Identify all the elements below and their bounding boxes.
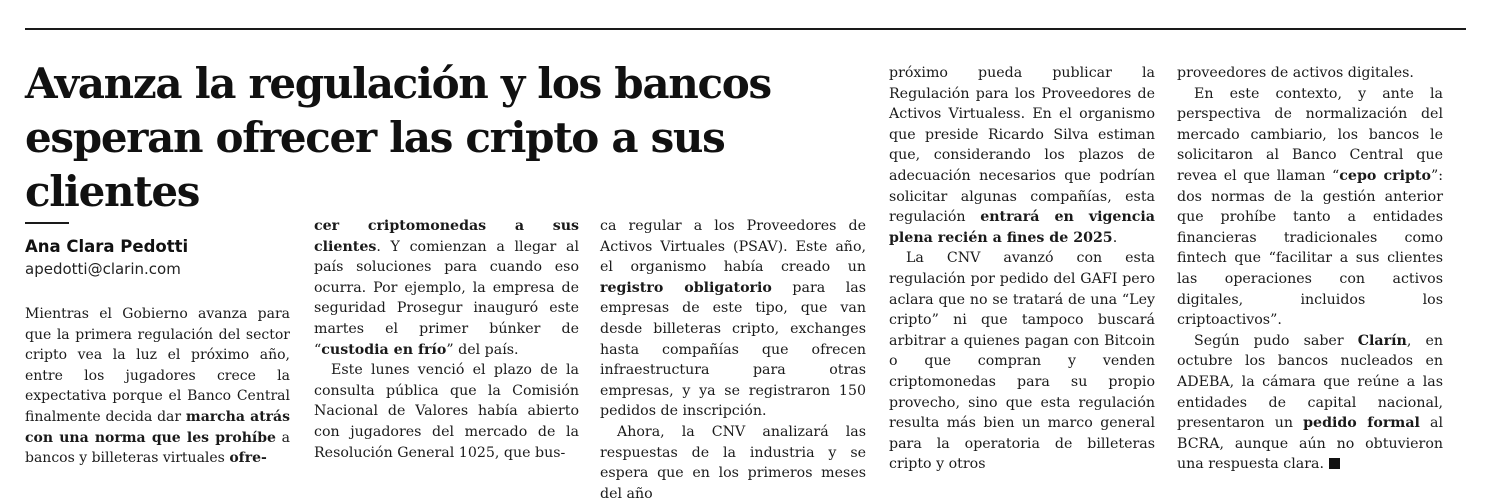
article-paragraph bbox=[314, 216, 579, 360]
bold-text-span: ofre- bbox=[229, 450, 267, 467]
bold-text-span: registro obligatorio bbox=[600, 279, 772, 296]
text-span: Ahora, la CNV analizará las respuestas de la industria y se espera que en los primeros meses del año bbox=[600, 423, 866, 502]
text-span: ” del país. bbox=[446, 341, 519, 358]
article-paragraph bbox=[314, 360, 579, 463]
bold-text-span: cepo cripto bbox=[1339, 167, 1431, 184]
bold-text-span: marcha atrás con una norma que les prohíbe bbox=[25, 408, 290, 446]
author-email[interactable]: apedotti@clarin.com bbox=[25, 260, 181, 278]
text-span: ca regular a los Proveedores de Activos Virtuales (PSAV). Este año, el organismo había creado un bbox=[600, 218, 866, 276]
bold-text-span: entrará en vigencia plena recién a fines de 2025 bbox=[889, 209, 1155, 246]
text-span: ”: dos normas de la gestión anterior que prohíbe tanto a entidades financieras tradicionales como fintech que “facilitar a sus clientes las operaciones con activos digitales, incluidos los criptoactivos”. bbox=[1177, 167, 1443, 329]
text-span: Este lunes venció el plazo de la consulta pública que la Comisión Nacional de Valores había abierto con jugadores del mercado de la Resolución General 1025, que bus- bbox=[314, 362, 579, 461]
headline: Avanza la regulación y los bancos esperan ofrecer las cripto a sus clientes bbox=[25, 59, 771, 216]
article-column-5 bbox=[1177, 63, 1443, 475]
bold-text-span: Clarín bbox=[1357, 332, 1407, 349]
text-span: . Y comienzan a llegar al país soluciones para cuando eso ocurra. Por ejemplo, la empresa de seguridad Prosegur inauguró este martes el primer búnker de “ bbox=[314, 238, 579, 358]
top-rule bbox=[25, 28, 1466, 30]
article-column-1 bbox=[25, 304, 290, 469]
text-span: al BCRA, aunque aún no obtuvieron una respuesta clara. bbox=[1177, 415, 1443, 473]
text-span: a bancos y billeteras virtuales bbox=[25, 429, 291, 467]
text-span: En este contexto, y ante la perspectiva de normalización del mercado cambiario, los bancos le solicitaron al Banco Central que revea el que llaman “ bbox=[1177, 85, 1443, 184]
text-span: La CNV avanzó con esta regulación por pedido del GAFI pero aclara que no se tratará de una “Ley cripto” ni que tampoco buscará arbitrar a quienes pagan con Bitcoin o que compran y venden criptomonedas para su propio provecho, sino que esta regulación resulta más bien un marco general para la operatoria de billeteras cripto y otros bbox=[889, 250, 1155, 473]
article-paragraph bbox=[1177, 84, 1443, 331]
text-span: próximo pueda publicar la Regulación para los Proveedores de Activos Virtualess. En el organismo que preside Ricardo Silva estiman que, considerando los plazos de adecuación necesarios que podrían solicitar algunas compañías, esta regulación bbox=[889, 65, 1155, 226]
article-paragraph bbox=[889, 248, 1155, 475]
article-column-4 bbox=[889, 63, 1155, 475]
bold-text-span: custodia en frío bbox=[321, 341, 447, 358]
article-paragraph bbox=[1177, 63, 1443, 84]
byline-rule bbox=[25, 222, 69, 224]
author-name: Ana Clara Pedotti bbox=[25, 237, 189, 256]
bold-text-span: cer criptomonedas a sus clientes bbox=[314, 218, 579, 255]
article-paragraph bbox=[600, 422, 866, 504]
bold-text-span: pedido formal bbox=[1303, 415, 1420, 432]
article-paragraph bbox=[25, 304, 290, 469]
article-column-3 bbox=[600, 216, 866, 504]
text-span: para las empresas de este tipo, que van desde billeteras cripto, exchanges hasta compañías que ofrecen infraestructura para otras empresas, y ya se registraron 150 pedidos de inscripción. bbox=[600, 279, 866, 420]
text-span: Según pudo saber bbox=[1194, 332, 1358, 349]
text-span: Mientras el Gobierno avanza para que la primera regulación del sector cripto vea la luz el próximo año, entre los jugadores crece la expectativa porque el Banco Central finalmente decida dar bbox=[25, 306, 290, 425]
article-paragraph bbox=[889, 63, 1155, 248]
article-paragraph bbox=[1177, 331, 1443, 475]
article-paragraph bbox=[600, 216, 866, 422]
end-of-article-square-icon bbox=[1329, 458, 1340, 469]
text-span: . bbox=[1112, 229, 1118, 246]
text-span: , en octubre los bancos nucleados en ADEBA, la cámara que reúne a las entidades de capital nacional, presentaron un bbox=[1177, 332, 1443, 432]
text-span: proveedores de activos digitales. bbox=[1177, 65, 1414, 81]
article-column-2 bbox=[314, 216, 579, 463]
